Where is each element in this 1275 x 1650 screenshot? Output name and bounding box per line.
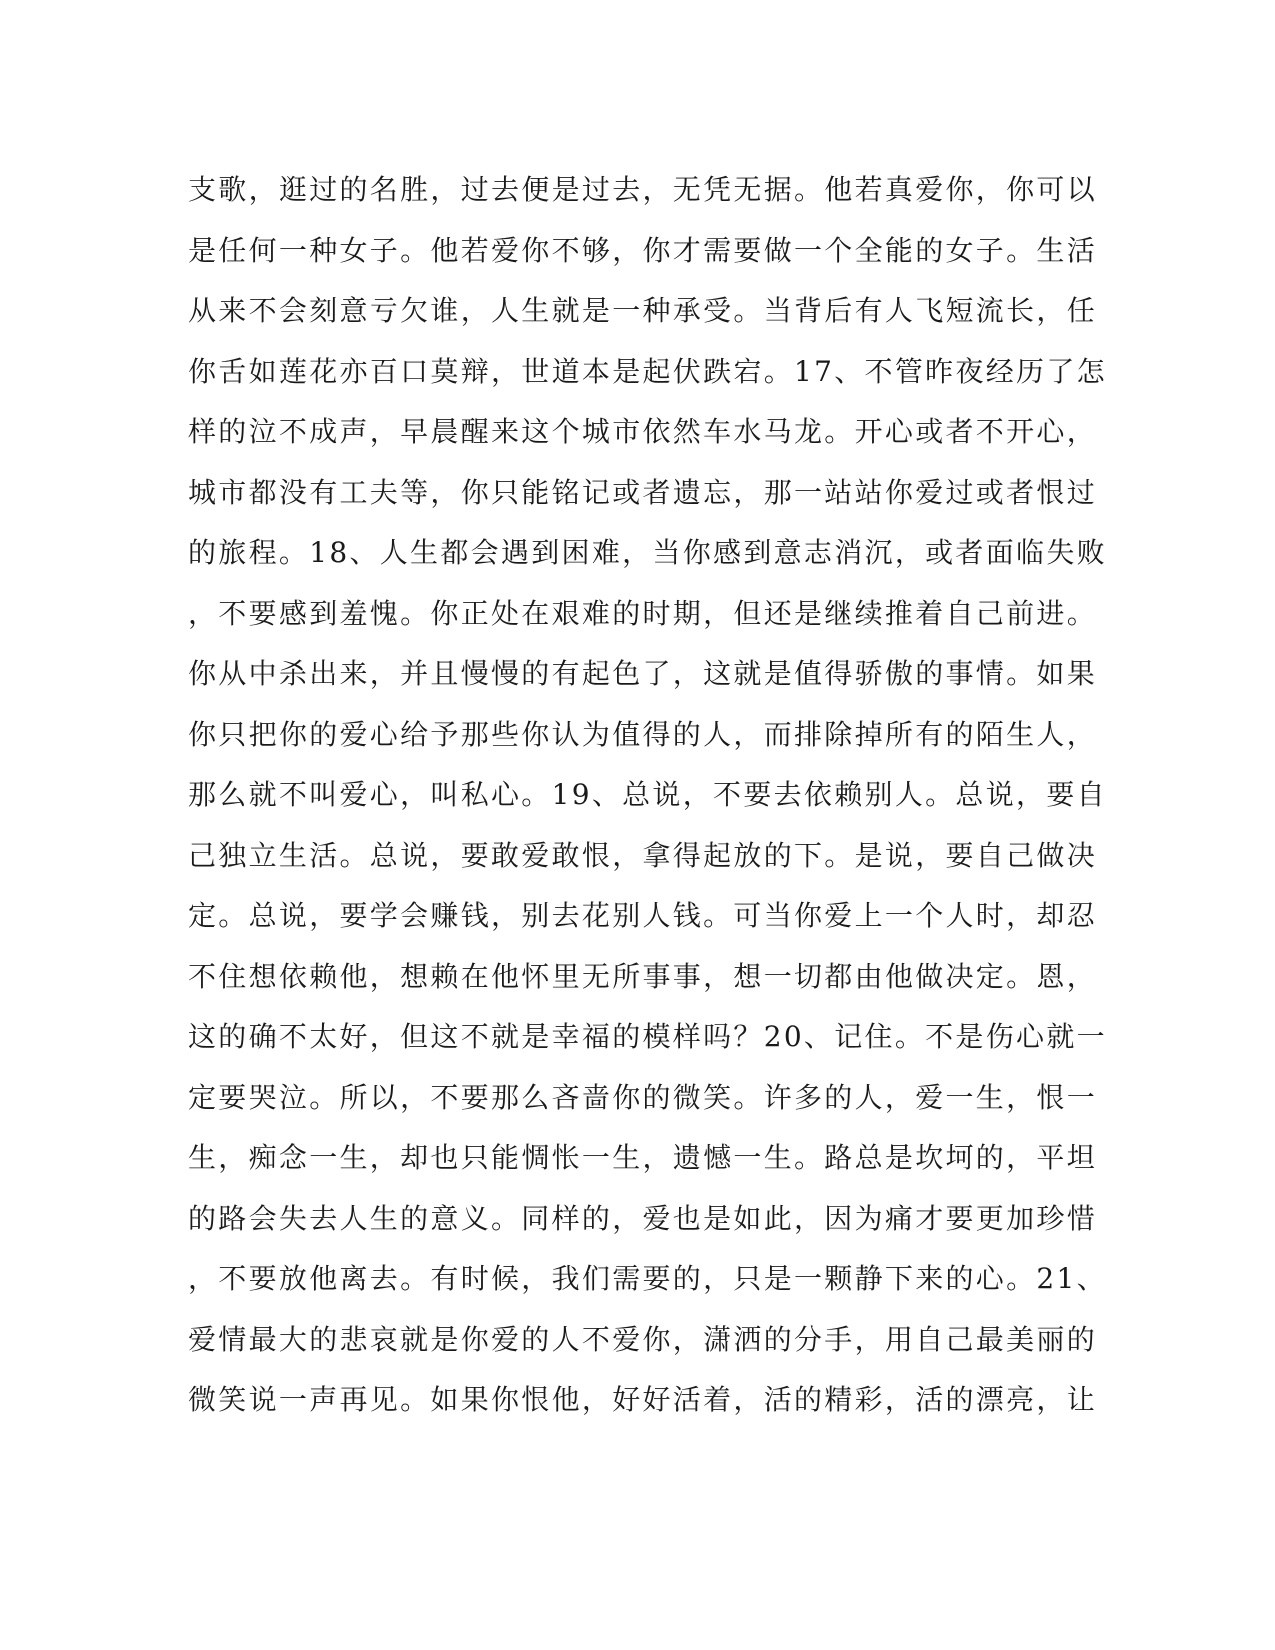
text-line: ，不要放他离去。有时候，我们需要的，只是一颗静下来的心。21、 [188, 1262, 1107, 1295]
text-line: 城市都没有工夫等，你只能铭记或者遗忘，那一站站你爱过或者恨过 [188, 475, 1098, 509]
text-line: ，不要感到羞愧。你正处在艰难的时期，但还是继续推着自己前进。 [188, 596, 1098, 630]
text-line: 的路会失去人生的意义。同样的，爱也是如此，因为痛才要更加珍惜 [188, 1201, 1098, 1235]
text-line: 的旅程。18、人生都会遇到困难，当你感到意志消沉，或者面临失败 [188, 536, 1107, 569]
text-line: 支歌，逛过的名胜，过去便是过去，无凭无据。他若真爱你，你可以 [188, 173, 1098, 206]
text-line: 你舌如莲花亦百口莫辩，世道本是起伏跌宕。17、不管昨夜经历了怎 [188, 354, 1107, 388]
text-line: 爱情最大的悲哀就是你爱的人不爱你，潇洒的分手，用自己最美丽的 [188, 1322, 1098, 1356]
text-line: 定要哭泣。所以，不要那么吝啬你的微笑。许多的人，爱一生，恨一 [188, 1080, 1098, 1114]
text-line: 是任何一种女子。他若爱你不够，你才需要做一个全能的女子。生活 [188, 233, 1098, 267]
body-text [188, 160, 1107, 1431]
text-line: 己独立生活。总说，要敢爱敢恨，拿得起放的下。是说，要自己做决 [188, 838, 1098, 872]
text-line: 你从中杀出来，并且慢慢的有起色了，这就是值得骄傲的事情。如果 [188, 657, 1098, 690]
text-line: 从来不会刻意亏欠谁，人生就是一种承受。当背后有人飞短流长，任 [188, 294, 1098, 327]
text-line: 你只把你的爱心给予那些你认为值得的人，而排除掉所有的陌生人， [188, 717, 1098, 751]
text-line: 微笑说一声再见。如果你恨他，好好活着，活的精彩，活的漂亮，让 [188, 1383, 1098, 1416]
text-line: 这的确不太好，但这不就是幸福的模样吗？20、记住。不是伤心就一 [188, 1020, 1107, 1053]
text-line: 那么就不叫爱心，叫私心。19、总说，不要去依赖别人。总说，要自 [188, 778, 1107, 811]
text-line: 定。总说，要学会赚钱，别去花别人钱。可当你爱上一个人时，却忍 [188, 899, 1098, 932]
text-line: 不住想依赖他，想赖在他怀里无所事事，想一切都由他做决定。恩， [188, 959, 1098, 993]
text-line: 生，痴念一生，却也只能惆怅一生，遗憾一生。路总是坎坷的，平坦 [188, 1141, 1098, 1174]
text-line: 样的泣不成声，早晨醒来这个城市依然车水马龙。开心或者不开心， [188, 415, 1098, 448]
